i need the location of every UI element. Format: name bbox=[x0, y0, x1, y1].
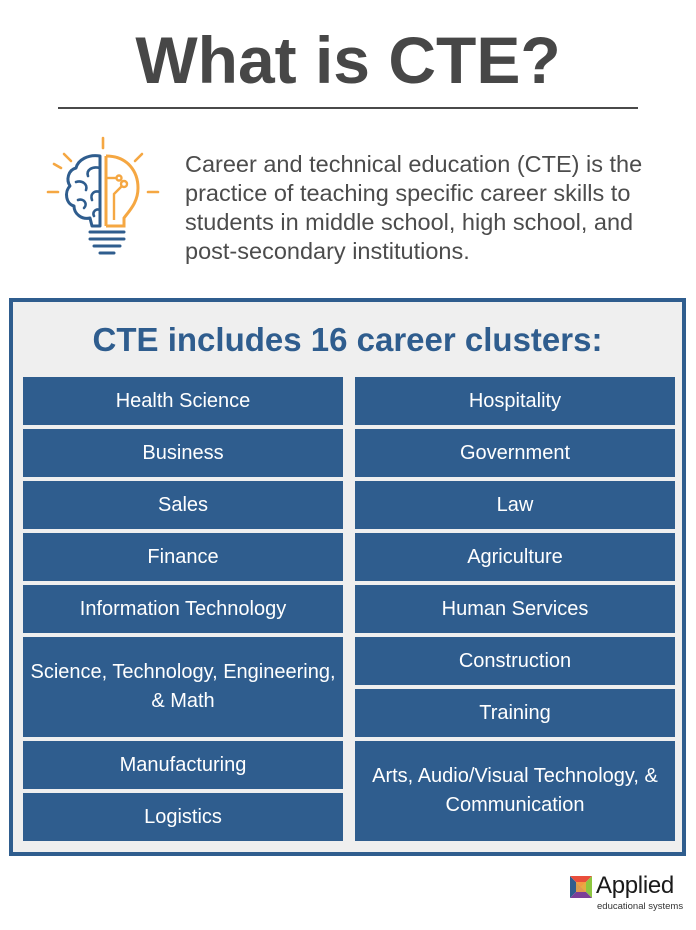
page-title: What is CTE? bbox=[135, 23, 561, 97]
cluster-cell: Manufacturing bbox=[23, 741, 343, 789]
cluster-cell: Training bbox=[355, 689, 675, 737]
cluster-cell: Information Technology bbox=[23, 585, 343, 633]
cluster-cell: Human Services bbox=[355, 585, 675, 633]
title-divider bbox=[58, 107, 638, 109]
cluster-cell: Science, Technology, Engineering, & Math bbox=[23, 637, 343, 737]
brand-tagline: educational systems bbox=[597, 901, 684, 912]
cluster-cell: Business bbox=[23, 429, 343, 477]
brain-lightbulb-icon bbox=[44, 134, 166, 262]
career-clusters-panel bbox=[9, 298, 686, 856]
applied-logo bbox=[570, 874, 686, 914]
cluster-cell: Finance bbox=[23, 533, 343, 581]
brand-name: Applied bbox=[596, 872, 674, 899]
cluster-cell: Law bbox=[355, 481, 675, 529]
cte-definition: Career and technical education (CTE) is the practice of teaching specific career skills to students in middle school, high school, and post-secondary institutions. bbox=[185, 151, 643, 264]
clusters-heading: CTE includes 16 career clusters: bbox=[92, 321, 603, 358]
cluster-cell: Hospitality bbox=[355, 377, 675, 425]
applied-logo-icon bbox=[570, 876, 592, 898]
cluster-cell: Construction bbox=[355, 637, 675, 685]
cluster-cell: Sales bbox=[23, 481, 343, 529]
cluster-cell: Government bbox=[355, 429, 675, 477]
cluster-cell: Agriculture bbox=[355, 533, 675, 581]
cluster-cell: Health Science bbox=[23, 377, 343, 425]
cluster-cell: Arts, Audio/Visual Technology, & Communication bbox=[355, 741, 675, 841]
cluster-cell: Logistics bbox=[23, 793, 343, 841]
